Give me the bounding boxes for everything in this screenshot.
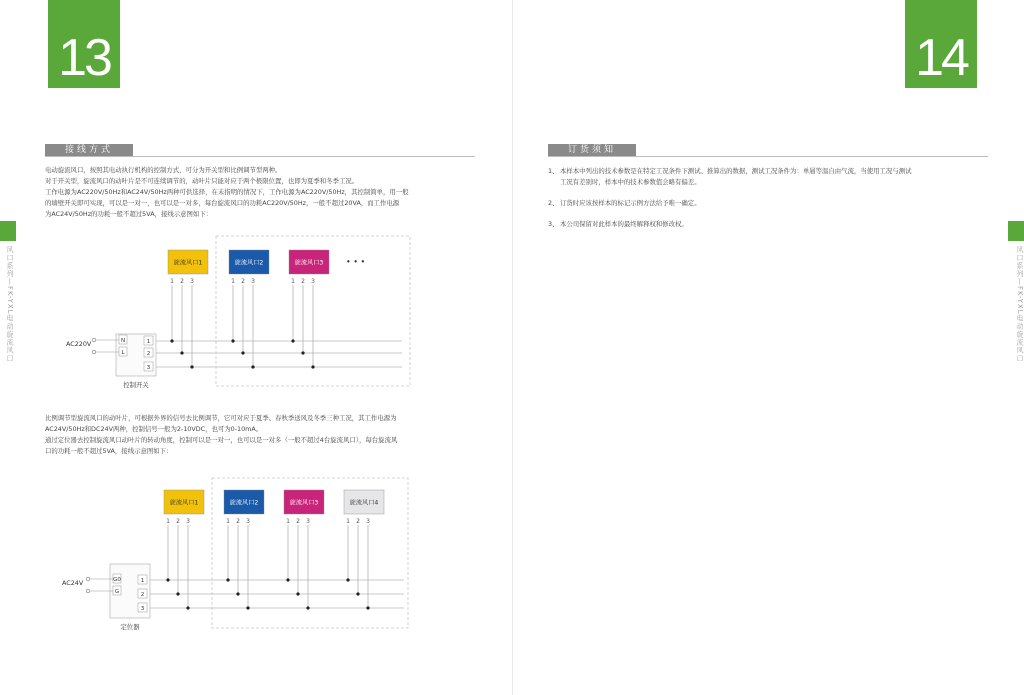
order-note-item: [548, 219, 911, 230]
wire-junction-dot: [251, 365, 254, 368]
controller-input-label: L: [121, 350, 125, 356]
wire-junction-dot: [186, 606, 189, 609]
intro-line: 为AC24V/50Hz的功耗一般不超过5VA，接线示意图如下：: [45, 210, 213, 218]
terminal-number: 2: [236, 518, 240, 525]
damper-unit-label: 旋流风口3: [294, 259, 324, 267]
wire-junction-dot: [226, 578, 229, 581]
wire-junction-dot: [286, 578, 289, 581]
order-note-text: 订货时应该按样本的标记示例方法给予唯一确定。: [560, 199, 701, 207]
terminal-number: 3: [246, 518, 250, 525]
page-number: 13: [48, 0, 120, 88]
terminal-number: 3: [366, 518, 370, 525]
order-note-text: 本样本中列出的技术参数是在特定工况条件下测试、推算出的数据，测试工况条件为：单層等温自由气流，当使用工况与测试 工况有差别时，样本中的技术参数值会略有偏差。: [560, 167, 912, 186]
terminal-number: 1: [170, 278, 174, 285]
wire-junction-dot: [190, 365, 193, 368]
section-title: 订货须知: [548, 144, 636, 156]
proportional-paragraph: [45, 413, 397, 457]
controller-output-label: 2: [140, 592, 145, 598]
terminal-number: 3: [186, 518, 190, 525]
supply-terminal: [92, 350, 96, 354]
wire-junction-dot: [301, 351, 304, 354]
terminal-number: 2: [301, 278, 305, 285]
supply-terminal: [86, 589, 90, 593]
order-notes-list: [548, 166, 911, 230]
controller-input-label: G0: [113, 577, 121, 583]
body-line: AC24V/50Hz和DC24V两种，控制信号一般为2-10VDC，也可为0-10mA。: [45, 425, 263, 433]
damper-unit-label: 旋流风口1: [173, 259, 203, 267]
terminal-number: 2: [296, 518, 300, 525]
damper-unit-label: 旋流风口3: [289, 499, 319, 507]
intro-line: 工作电源为AC220V/50Hz和AC24V/50Hz两种可供选择，在未指明的情况下，工作电源为AC220V/50Hz，其控制简单，用一般: [45, 188, 409, 196]
right-page: [512, 0, 1024, 695]
supply-voltage-label: AC24V: [62, 579, 84, 587]
terminal-number: 1: [291, 278, 295, 285]
terminal-number: 1: [166, 518, 170, 525]
wire-junction-dot: [236, 592, 239, 595]
terminal-number: 2: [241, 278, 245, 285]
wire-junction-dot: [246, 606, 249, 609]
supply-voltage-label: AC220V: [66, 340, 92, 348]
terminal-number: 1: [226, 518, 230, 525]
order-note-text: 本公司保留对此样本的最终解释权和修改权。: [560, 220, 688, 228]
terminal-number: 2: [180, 278, 184, 285]
supply-terminal: [92, 338, 96, 342]
side-label: 风口系列—FK-YXL电动旋流风口: [6, 246, 14, 363]
terminal-number: 2: [176, 518, 180, 525]
supply-terminal: [86, 577, 90, 581]
more-units-ellipsis: • • •: [346, 257, 366, 267]
order-note-item: [548, 198, 911, 209]
order-note-number: 2、: [548, 199, 559, 207]
order-note-number: 3、: [548, 220, 559, 228]
controller-input-label: G: [114, 589, 120, 595]
wire-junction-dot: [291, 339, 294, 342]
terminal-number: 3: [306, 518, 310, 525]
body-line: 比例调节型旋流风口的动叶片，可根据外界的信号去比例调节，它可对应于夏季、春秋季送风及冬季三种工况，其工作电源为: [45, 414, 397, 422]
terminal-number: 3: [311, 278, 315, 285]
wire-junction-dot: [311, 365, 314, 368]
positioner-wiring-diagram: [0, 472, 512, 642]
intro-line: 对于开关型，旋流风口的动叶片是不可连续调节的，动叶片只能对应于两个极限位置，也即为夏季和冬季工况。: [45, 177, 359, 185]
controller-output-label: 3: [146, 365, 151, 371]
terminal-number: 1: [231, 278, 235, 285]
intro-paragraph: [45, 165, 409, 220]
wire-junction-dot: [231, 339, 234, 342]
side-tab: [1008, 221, 1024, 241]
terminal-number: 3: [251, 278, 255, 285]
controller-output-label: 2: [146, 351, 151, 357]
controller-output-label: 1: [140, 578, 145, 584]
controller-caption: 控制开关: [123, 381, 149, 389]
page-number: 14: [905, 0, 977, 88]
intro-line: 的墙壁开关即可实现，可以是一对一，也可以是一对多，每台旋流风口的功耗AC220V/50Hz，一般不超过20VA，而工作电源: [45, 199, 400, 207]
terminal-number: 1: [286, 518, 290, 525]
terminal-number: 3: [190, 278, 194, 285]
section-title: 接线方式: [45, 144, 133, 156]
terminal-number: 2: [356, 518, 360, 525]
body-line: 通过定位器去控制旋流风口动叶片的转动角度，控制可以是一对一，也可以是一对多（一般不超过4台旋流风口），每台旋流风: [45, 436, 398, 444]
wire-junction-dot: [170, 339, 173, 342]
wire-junction-dot: [366, 606, 369, 609]
damper-unit-label: 旋流风口1: [169, 499, 199, 507]
body-line: 口的功耗一般不超过5VA，接线示意图如下：: [45, 447, 173, 455]
switch-wiring-diagram: [0, 230, 512, 400]
wire-junction-dot: [166, 578, 169, 581]
wire-junction-dot: [346, 578, 349, 581]
side-label: 风口系列—FK-YXL电动旋流风口: [1016, 246, 1024, 363]
order-note-item: [548, 166, 911, 188]
damper-unit-label: 旋流风口4: [349, 499, 379, 507]
section-rule: [548, 156, 988, 157]
order-note-number: 1、: [548, 167, 559, 175]
section-rule: [45, 156, 475, 157]
intro-line: 电动旋流风口，按照其电动执行机构的控制方式，可分为开关型和比例调节型两种。: [45, 166, 282, 174]
terminal-number: 1: [346, 518, 350, 525]
wire-junction-dot: [241, 351, 244, 354]
damper-unit-label: 旋流风口2: [229, 499, 259, 507]
controller-output-label: 1: [146, 339, 151, 345]
wire-junction-dot: [176, 592, 179, 595]
wire-junction-dot: [296, 592, 299, 595]
controller-input-label: N: [120, 338, 126, 344]
wire-junction-dot: [356, 592, 359, 595]
controller-caption: 定位器: [120, 623, 140, 631]
wire-junction-dot: [180, 351, 183, 354]
wire-junction-dot: [306, 606, 309, 609]
controller-output-label: 3: [140, 606, 145, 612]
damper-unit-label: 旋流风口2: [234, 259, 264, 267]
